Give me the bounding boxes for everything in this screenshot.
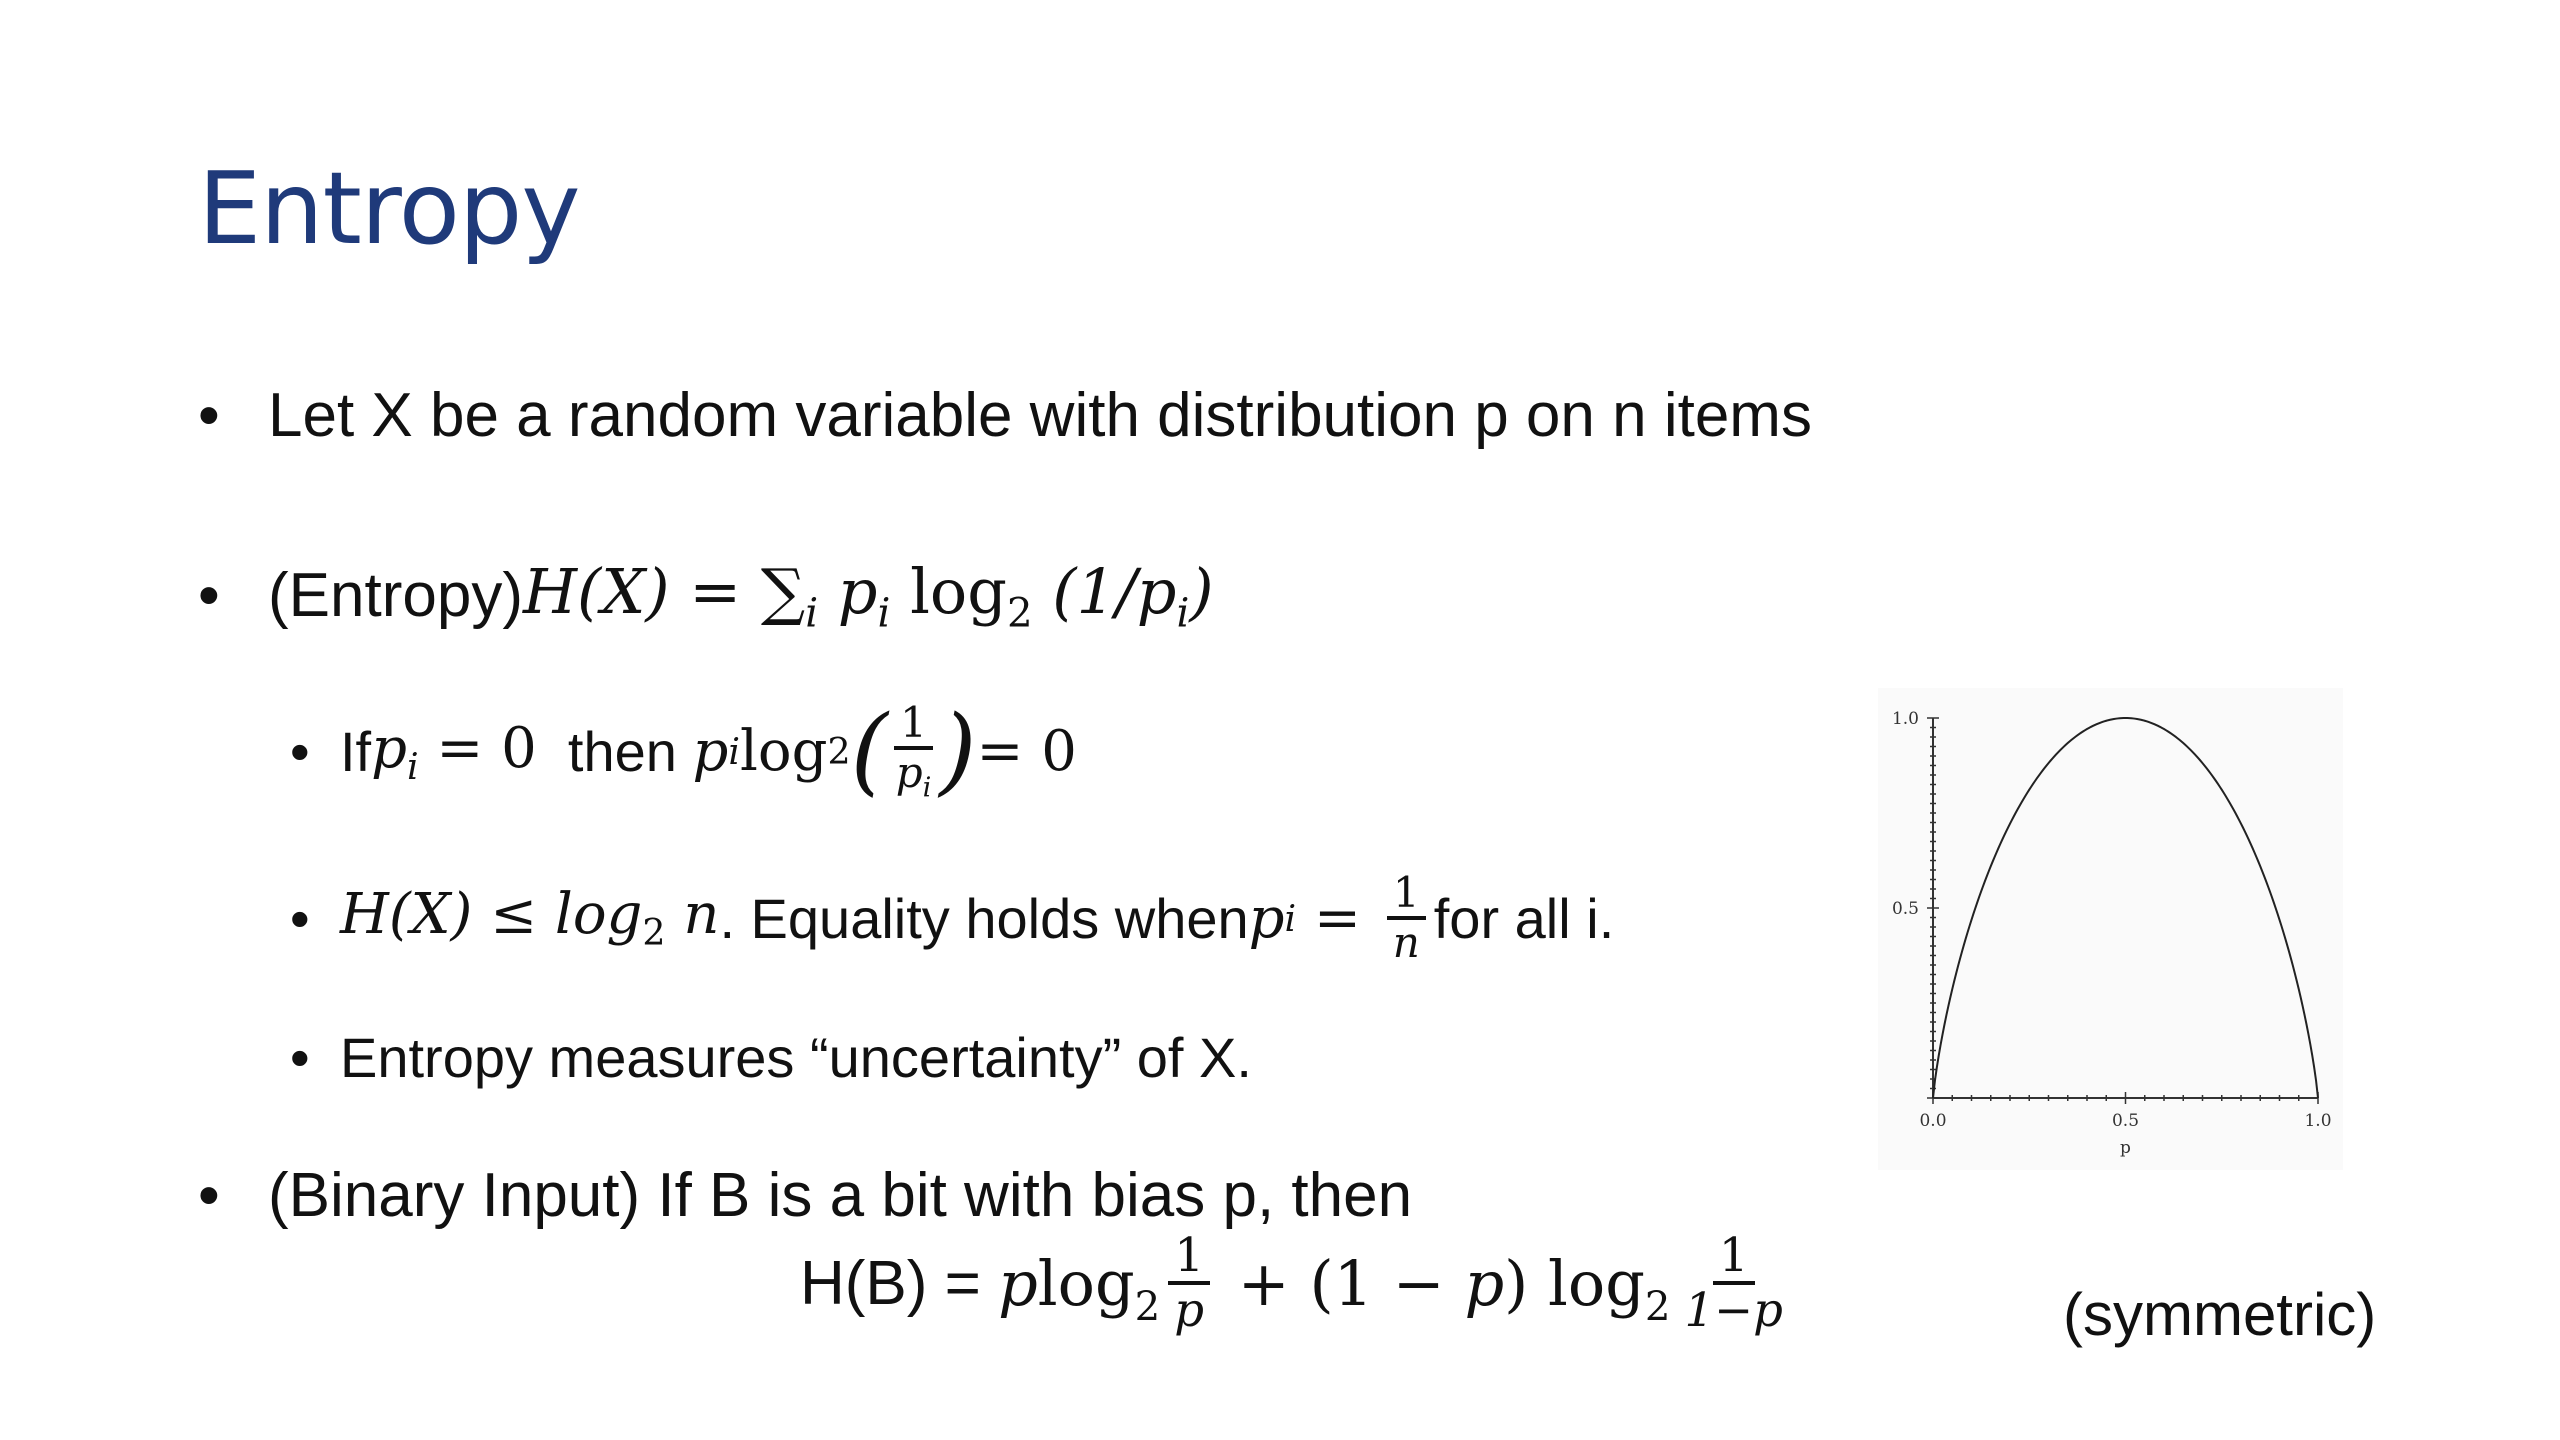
formula-part: (1/p — [1032, 555, 1177, 628]
formula-part: = — [1296, 885, 1379, 951]
fraction-numerator: 1 — [1713, 1230, 1755, 1285]
formula-log: log — [1037, 1246, 1135, 1320]
fraction-denominator: p — [1174, 1283, 1205, 1338]
subbullet-text: Entropy measures “uncertainty” of X. — [340, 1026, 1252, 1089]
x-tick-label: 1.0 — [2304, 1111, 2332, 1131]
formula-part: n — [665, 882, 720, 948]
formula-sub: i — [728, 730, 740, 774]
formula-sub: 2 — [827, 730, 851, 774]
fraction-denominator — [890, 750, 938, 803]
bullet-text: Let X be a random variable with distribution p on n items — [268, 381, 1812, 450]
formula-part: = 0 — [976, 719, 1077, 785]
subbullet-max-entropy — [290, 870, 1614, 966]
subbullet-text: then — [536, 720, 693, 784]
formula-part: p — [692, 719, 729, 785]
formula-sub: i — [877, 589, 891, 637]
fraction — [1387, 870, 1426, 966]
formula-log: log — [890, 555, 1007, 628]
bullet-dot: • — [198, 1161, 220, 1230]
bullet-binary-input — [198, 1160, 1412, 1231]
x-tick-label: 0.0 — [1919, 1111, 1947, 1131]
formula-part: p — [818, 555, 878, 628]
formula-lead: H(B) = — [800, 1248, 999, 1318]
formula-log: log — [739, 719, 828, 785]
formula-sub: i — [1284, 896, 1297, 940]
formula-part: = 0 — [418, 715, 537, 781]
zero-case-formula-2 — [692, 696, 1077, 807]
formula-sub: i — [805, 589, 819, 637]
formula-part: ) log — [1504, 1246, 1645, 1320]
max-entropy-formula — [340, 882, 719, 954]
binary-entropy-chart — [1878, 688, 2343, 1170]
bullet-dot: • — [290, 720, 310, 784]
subbullet-uncertainty — [290, 1025, 1252, 1090]
left-paren: ( — [850, 696, 888, 807]
formula-part: p — [371, 715, 407, 781]
formula-part: H(X) = ∑ — [522, 555, 806, 628]
binary-entropy-formula — [800, 1230, 1797, 1336]
bullet-text: (Binary Input) If B is a bit with bias p, then — [268, 1161, 1413, 1230]
formula-sub: i — [922, 772, 932, 804]
x-axis-label: p — [2120, 1138, 2131, 1158]
fraction-numerator: 1 — [1387, 870, 1426, 920]
fraction-1 — [1168, 1230, 1210, 1336]
formula-part: + (1 − — [1218, 1246, 1465, 1320]
fraction-2 — [1679, 1230, 1789, 1336]
formula-part: p — [998, 1246, 1038, 1320]
bullet-dot: • — [290, 1026, 310, 1089]
right-paren: ) — [939, 696, 977, 807]
formula-part: ) — [1189, 555, 1214, 628]
bullet-dot: • — [198, 561, 220, 631]
bullet-dot: • — [198, 381, 220, 450]
formula-sub: 2 — [1644, 1283, 1671, 1331]
entropy-formula — [523, 555, 1214, 636]
fraction-denominator-base: p — [895, 748, 923, 798]
subbullet-zero-case — [290, 696, 1077, 807]
formula-sub: 2 — [1006, 589, 1033, 637]
formula-part: p — [1464, 1246, 1505, 1320]
bullet-entropy-definition — [198, 555, 1214, 636]
zero-case-formula — [371, 716, 537, 788]
y-tick-label: 1.0 — [1891, 709, 1919, 729]
bullet-dot: • — [290, 886, 310, 950]
formula-sub: 2 — [1134, 1283, 1161, 1331]
fraction-denominator: 1−p — [1684, 1283, 1783, 1338]
formula-sub: i — [1176, 589, 1190, 637]
fraction-denominator: n — [1392, 918, 1420, 968]
y-tick-label: 0.5 — [1891, 899, 1919, 919]
fraction-numerator: 1 — [1168, 1230, 1210, 1285]
fraction-numerator: 1 — [894, 700, 933, 750]
formula-sub: i — [406, 744, 419, 788]
formula-part: p — [1248, 885, 1285, 951]
entropy-label: (Entropy) — [268, 561, 523, 631]
formula-part: H(X) ≤ log — [340, 882, 643, 948]
fraction — [890, 700, 938, 804]
equality-formula — [1249, 870, 1434, 966]
subbullet-text: If — [340, 720, 372, 784]
subbullet-text: for all i. — [1433, 886, 1615, 950]
symmetric-note: (symmetric) — [2063, 1281, 2377, 1348]
slide-title: Entropy — [198, 150, 580, 267]
subbullet-text: . Equality holds when — [719, 886, 1249, 950]
formula-sub: 2 — [642, 911, 666, 955]
bullet-random-variable — [198, 380, 1812, 451]
x-tick-label: 0.5 — [2111, 1111, 2140, 1131]
chart-svg — [1878, 688, 2343, 1170]
